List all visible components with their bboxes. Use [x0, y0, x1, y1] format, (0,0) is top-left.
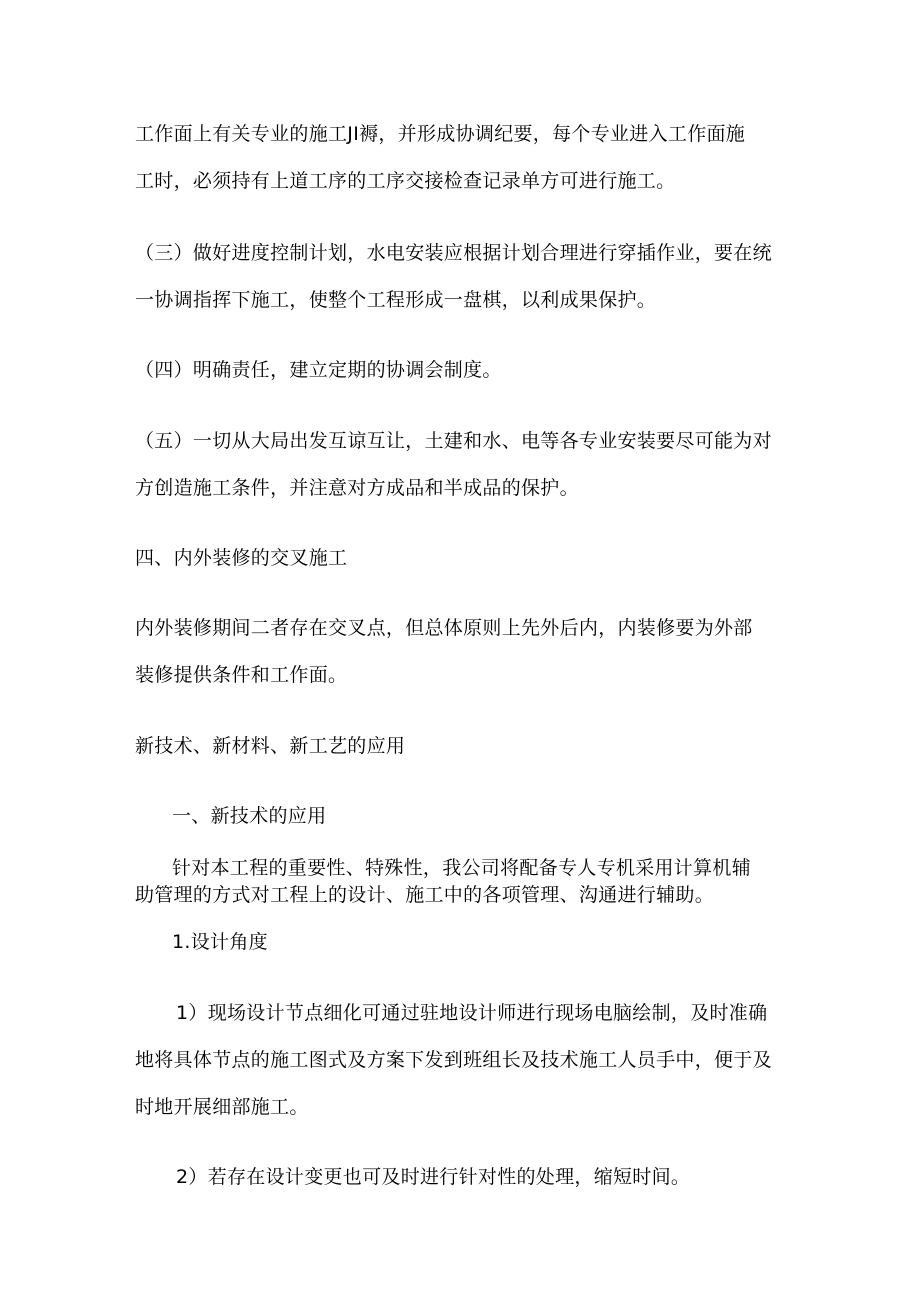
section-heading: 四、内外装修的交叉施工 [135, 547, 348, 569]
paragraph-line: 时地开展细部施工。 [135, 1096, 309, 1118]
paragraph-line: 内外装修期间二者存在交叉点，但总体原则上先外后内，内装修要为外部 [135, 617, 753, 639]
paragraph-line: 地将具体节点的施工图式及方案下发到班组长及技术施工人员手中，便于及 [135, 1049, 772, 1071]
paragraph-line: （四）明确责任，建立定期的协调会制度。 [135, 359, 502, 381]
paragraph-line: 工作面上有关专业的施工JI褥，并形成协调纪要，每个专业进入工作面施 [135, 123, 746, 145]
paragraph-line: 1）现场设计节点细化可通过驻地设计师进行现场电脑绘制，及时准确 [176, 1002, 768, 1024]
subsection-heading: 一、新技术的应用 [172, 805, 327, 827]
section-heading: 新技术、新材料、新工艺的应用 [135, 735, 406, 757]
paragraph-line: 一协调指挥下施工，使整个工程形成一盘棋，以利成果保护。 [135, 289, 657, 311]
paragraph-line: 2）若存在设计变更也可及时进行针对性的处理，缩短时间。 [176, 1166, 691, 1188]
paragraph-line: 方创造施工条件，并注意对方成品和半成品的保护。 [135, 477, 579, 499]
subsection-heading: 1.设计角度 [172, 931, 268, 953]
paragraph-line: （五）一切从大局出发互谅互让，土建和水、电等各专业安装要尽可能为对 [135, 430, 772, 452]
paragraph-line: 针对本工程的重要性、特殊性，我公司将配备专人专机采用计算机辅 [172, 857, 752, 879]
paragraph-line: （三）做好进度控制计划，水电安装应根据计划合理进行穿插作业，要在统 [135, 242, 772, 264]
paragraph-line: 工时，必须持有上道工序的工序交接检查记录单方可进行施工。 [135, 170, 676, 192]
paragraph-line: 助管理的方式对工程上的设计、施工中的各项管理、沟通进行辅助。 [135, 884, 715, 906]
paragraph-line: 装修提供条件和工作面。 [135, 664, 348, 686]
